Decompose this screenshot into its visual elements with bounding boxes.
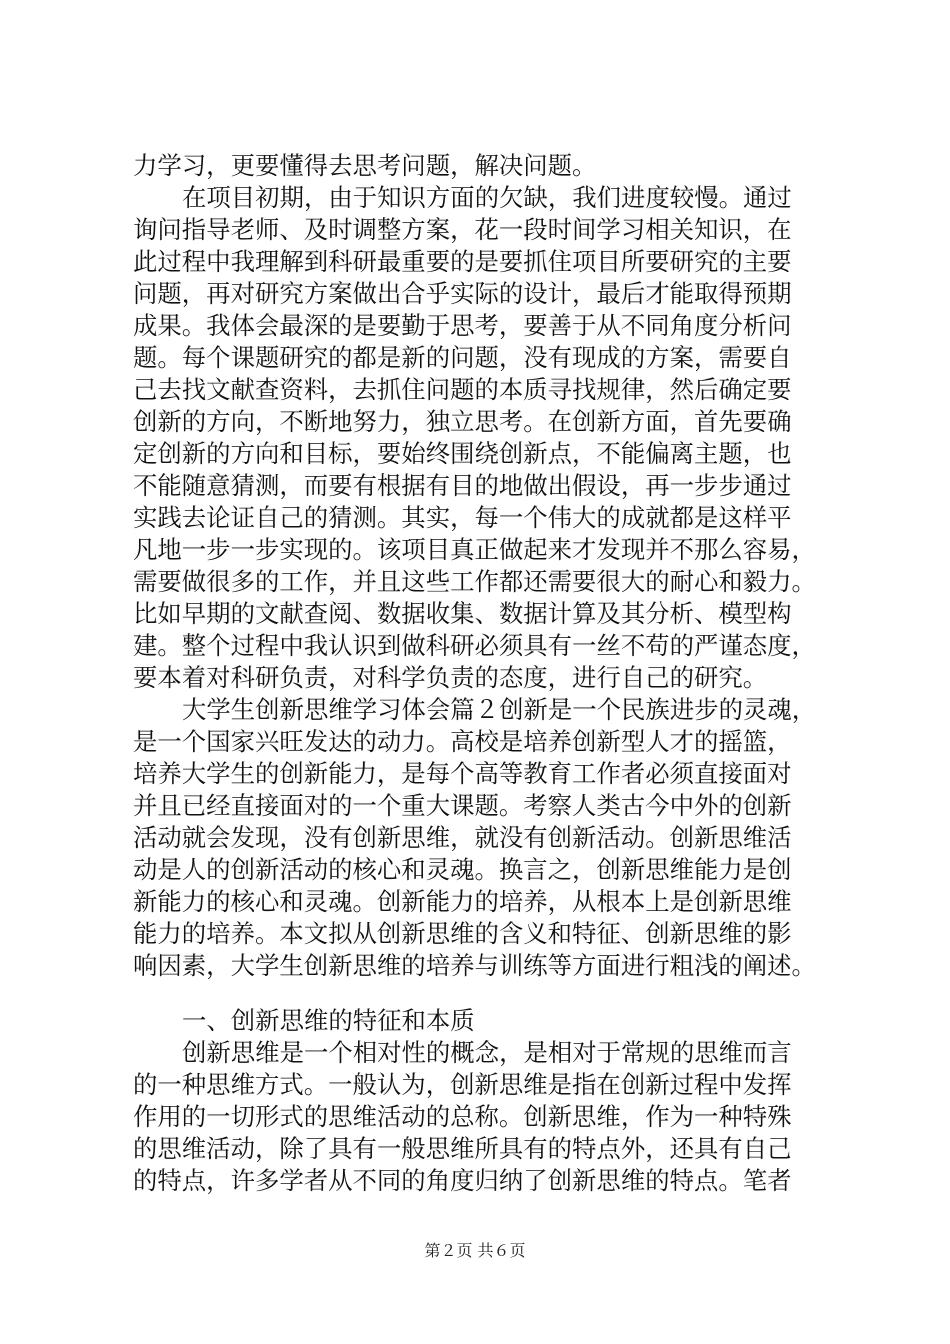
text-line: 新能力的核心和灵魂。创新能力的培养，从根本上是创新思维 bbox=[133, 887, 792, 916]
text-line: 问题，再对研究方案做出合乎实际的设计，最后才能取得预期 bbox=[133, 279, 792, 308]
text-line: 的一种思维方式。一般认为，创新思维是指在创新过程中发挥 bbox=[133, 1070, 792, 1099]
text-line: 力学习，更要懂得去思考问题，解决问题。 bbox=[133, 151, 597, 180]
text-line: 题。每个课题研究的都是新的问题，没有现成的方案，需要自 bbox=[133, 343, 792, 372]
text-line: 比如早期的文献查阅、数据收集、数据计算及其分析、模型构 bbox=[133, 599, 792, 628]
paragraph-gap bbox=[133, 982, 833, 1005]
text-line: 凡地一步一步实现的。该项目真正做起来才发现并不那么容易， bbox=[133, 535, 816, 564]
text-line: 能力的培养。本文拟从创新思维的含义和特征、创新思维的影 bbox=[133, 919, 792, 948]
text-line: 己去找文献查资料，去抓住问题的本质寻找规律，然后确定要 bbox=[133, 375, 792, 404]
text-line: 要本着对科研负责，对科学负责的态度，进行自己的研究。 bbox=[133, 663, 768, 692]
text-line: 的思维活动，除了具有一般思维所具有的特点外，还具有自己 bbox=[133, 1134, 792, 1163]
text-line: 是一个国家兴旺发达的动力。高校是培养创新型人才的摇篮， bbox=[133, 727, 792, 756]
text-line: 并且已经直接面对的一个重大课题。考察人类古今中外的创新 bbox=[133, 791, 792, 820]
text-line: 此过程中我理解到科研最重要的是要抓住项目所要研究的主要 bbox=[133, 247, 792, 276]
text-line: 作用的一切形式的思维活动的总称。创新思维，作为一种特殊 bbox=[133, 1102, 792, 1131]
text-line: 培养大学生的创新能力，是每个高等教育工作者必须直接面对 bbox=[133, 759, 792, 788]
paragraph-start: 大学生创新思维学习体会篇２创新是一个民族进步的灵魂， bbox=[182, 695, 817, 724]
text-line: 需要做很多的工作，并且这些工作都还需要很大的耐心和毅力。 bbox=[133, 567, 816, 596]
section-heading: 一、创新思维的特征和本质 bbox=[182, 1006, 475, 1035]
text-line: 响因素，大学生创新思维的培养与训练等方面进行粗浅的阐述。 bbox=[133, 951, 816, 980]
text-line: 活动就会发现，没有创新思维，就没有创新活动。创新思维活 bbox=[133, 823, 792, 852]
body-text bbox=[133, 150, 833, 1197]
paragraph-start: 创新思维是一个相对性的概念，是相对于常规的思维而言 bbox=[182, 1038, 792, 1067]
text-line: 创新的方向，不断地努力，独立思考。在创新方面，首先要确 bbox=[133, 407, 792, 436]
text-line: 的特点，许多学者从不同的角度归纳了创新思维的特点。笔者 bbox=[133, 1166, 792, 1195]
text-line: 不能随意猜测，而要有根据有目的地做出假设，再一步步通过 bbox=[133, 471, 792, 500]
text-line: 实践去论证自己的猜测。其实，每一个伟大的成就都是这样平 bbox=[133, 503, 792, 532]
text-line: 建。整个过程中我认识到做科研必须具有一丝不苟的严谨态度， bbox=[133, 631, 816, 660]
page-number: 第２页 共６页 bbox=[424, 1241, 526, 1260]
text-line: 成果。我体会最深的是要勤于思考，要善于从不同角度分析问 bbox=[133, 311, 792, 340]
text-line: 定创新的方向和目标，要始终围绕创新点，不能偏离主题，也 bbox=[133, 439, 792, 468]
paragraph-start: 在项目初期，由于知识方面的欠缺，我们进度较慢。通过 bbox=[182, 183, 792, 212]
text-line: 动是人的创新活动的核心和灵魂。换言之，创新思维能力是创 bbox=[133, 855, 792, 884]
text-line: 询问指导老师、及时调整方案，花一段时间学习相关知识，在 bbox=[133, 215, 792, 244]
